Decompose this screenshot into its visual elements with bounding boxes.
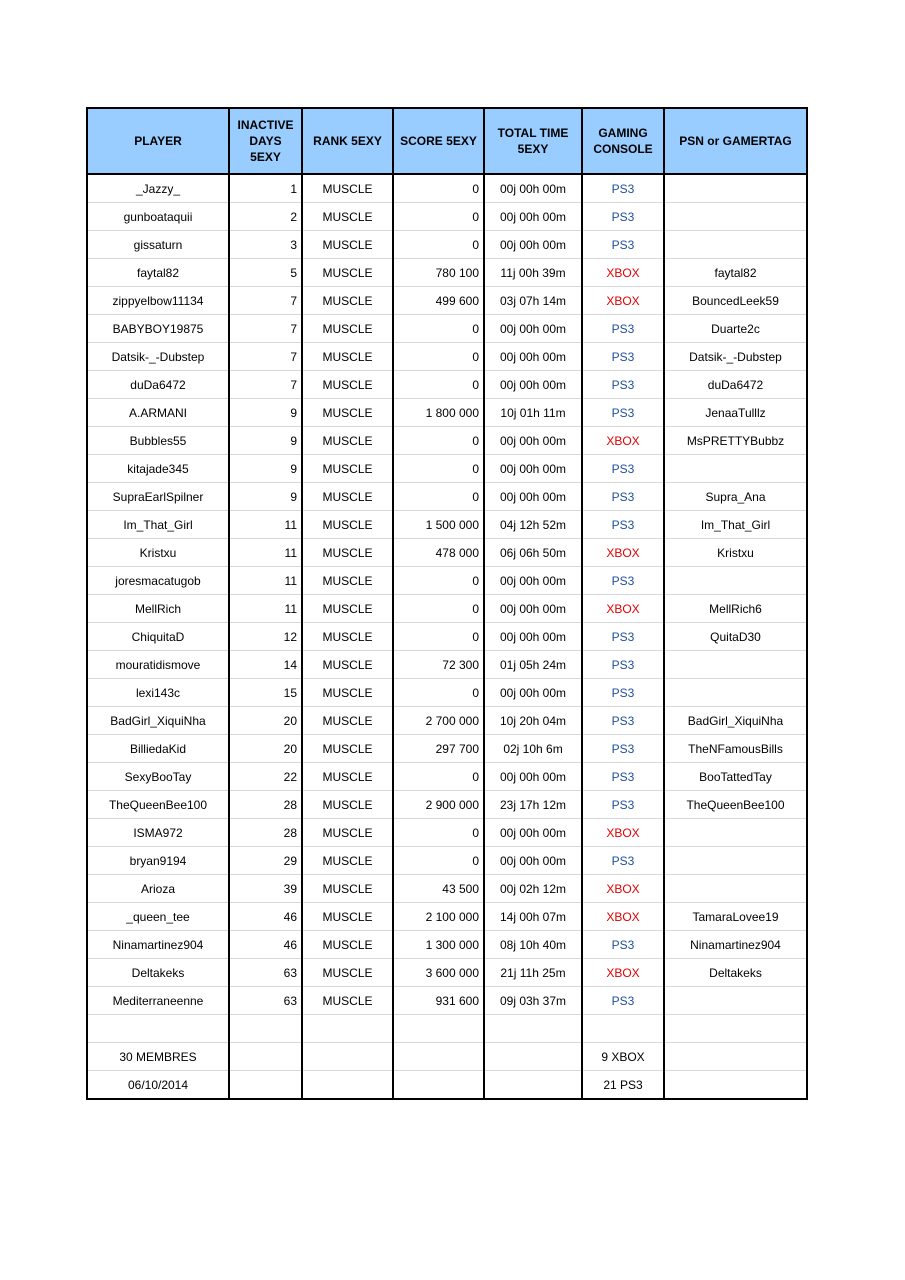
gamertag-cell: BadGirl_XiquiNha: [664, 707, 807, 735]
score-cell: 43 500: [393, 875, 484, 903]
console-cell: XBOX: [582, 427, 664, 455]
inactive-days-cell: 63: [229, 959, 302, 987]
table-row: [87, 371, 807, 399]
console-cell: PS3: [582, 455, 664, 483]
gamertag-cell: QuitaD30: [664, 623, 807, 651]
score-cell: 0: [393, 679, 484, 707]
table-row: [87, 847, 807, 875]
table-row: [87, 819, 807, 847]
rank-cell: MUSCLE: [302, 287, 393, 315]
table-row: [87, 791, 807, 819]
blank-cell: [484, 1015, 582, 1043]
total-time-cell: 00j 00h 00m: [484, 315, 582, 343]
console-cell: XBOX: [582, 259, 664, 287]
inactive-days-cell: 7: [229, 287, 302, 315]
blank-cell: [302, 1043, 393, 1071]
score-cell: 0: [393, 595, 484, 623]
console-cell: PS3: [582, 791, 664, 819]
table-row: [87, 567, 807, 595]
total-time-cell: 00j 00h 00m: [484, 595, 582, 623]
score-cell: 0: [393, 371, 484, 399]
rank-cell: MUSCLE: [302, 763, 393, 791]
summary-row-members: [87, 1043, 807, 1071]
inactive-days-cell: 9: [229, 455, 302, 483]
total-time-cell: 00j 00h 00m: [484, 483, 582, 511]
blank-cell: [302, 1071, 393, 1100]
total-time-cell: 08j 10h 40m: [484, 931, 582, 959]
console-cell: PS3: [582, 623, 664, 651]
player-cell: SexyBooTay: [87, 763, 229, 791]
gamertag-cell: [664, 819, 807, 847]
player-cell: BilliedaKid: [87, 735, 229, 763]
table-row: [87, 735, 807, 763]
gamertag-cell: TamaraLovee19: [664, 903, 807, 931]
member-count: 30 MEMBRES: [87, 1043, 229, 1071]
player-cell: SupraEarlSpilner: [87, 483, 229, 511]
player-cell: faytal82: [87, 259, 229, 287]
total-time-cell: 00j 00h 00m: [484, 455, 582, 483]
table-row: [87, 287, 807, 315]
console-cell: PS3: [582, 931, 664, 959]
gamertag-cell: Deltakeks: [664, 959, 807, 987]
gamertag-cell: TheNFamousBills: [664, 735, 807, 763]
inactive-days-cell: 22: [229, 763, 302, 791]
score-cell: 2 900 000: [393, 791, 484, 819]
console-cell: PS3: [582, 203, 664, 231]
header-gaming-console: GAMING CONSOLE: [582, 108, 664, 174]
total-time-cell: 00j 00h 00m: [484, 427, 582, 455]
score-cell: 1 300 000: [393, 931, 484, 959]
gamertag-cell: [664, 174, 807, 203]
inactive-days-cell: 28: [229, 819, 302, 847]
player-cell: zippyelbow11134: [87, 287, 229, 315]
score-cell: 1 500 000: [393, 511, 484, 539]
console-cell: PS3: [582, 567, 664, 595]
total-time-cell: 00j 00h 00m: [484, 203, 582, 231]
player-cell: MellRich: [87, 595, 229, 623]
total-time-cell: 00j 00h 00m: [484, 847, 582, 875]
rank-cell: MUSCLE: [302, 903, 393, 931]
console-cell: XBOX: [582, 595, 664, 623]
total-time-cell: 10j 01h 11m: [484, 399, 582, 427]
rank-cell: MUSCLE: [302, 539, 393, 567]
console-cell: PS3: [582, 987, 664, 1015]
blank-cell: [229, 1043, 302, 1071]
inactive-days-cell: 7: [229, 315, 302, 343]
inactive-days-cell: 2: [229, 203, 302, 231]
rank-cell: MUSCLE: [302, 707, 393, 735]
total-time-cell: 02j 10h 6m: [484, 735, 582, 763]
total-time-cell: 09j 03h 37m: [484, 987, 582, 1015]
player-cell: ChiquitaD: [87, 623, 229, 651]
player-cell: ISMA972: [87, 819, 229, 847]
table-row: [87, 651, 807, 679]
player-cell: kitajade345: [87, 455, 229, 483]
blank-row: [87, 1015, 807, 1043]
player-cell: joresmacatugob: [87, 567, 229, 595]
gamertag-cell: [664, 567, 807, 595]
total-time-cell: 03j 07h 14m: [484, 287, 582, 315]
table-row: [87, 875, 807, 903]
blank-cell: [229, 1071, 302, 1100]
inactive-days-cell: 1: [229, 174, 302, 203]
player-cell: Datsik-_-Dubstep: [87, 343, 229, 371]
score-cell: 72 300: [393, 651, 484, 679]
gamertag-cell: [664, 847, 807, 875]
player-cell: gissaturn: [87, 231, 229, 259]
inactive-days-cell: 14: [229, 651, 302, 679]
inactive-days-cell: 9: [229, 427, 302, 455]
inactive-days-cell: 39: [229, 875, 302, 903]
rank-cell: MUSCLE: [302, 203, 393, 231]
gamertag-cell: [664, 651, 807, 679]
player-cell: lexi143c: [87, 679, 229, 707]
rank-cell: MUSCLE: [302, 679, 393, 707]
gamertag-cell: Kristxu: [664, 539, 807, 567]
inactive-days-cell: 46: [229, 903, 302, 931]
total-time-cell: 00j 00h 00m: [484, 679, 582, 707]
total-time-cell: 01j 05h 24m: [484, 651, 582, 679]
rank-cell: MUSCLE: [302, 651, 393, 679]
total-time-cell: 23j 17h 12m: [484, 791, 582, 819]
rank-cell: MUSCLE: [302, 875, 393, 903]
console-cell: PS3: [582, 399, 664, 427]
rank-cell: MUSCLE: [302, 427, 393, 455]
table-row: [87, 231, 807, 259]
console-cell: PS3: [582, 707, 664, 735]
console-cell: PS3: [582, 511, 664, 539]
header-total-time: TOTAL TIME 5EXY: [484, 108, 582, 174]
console-cell: PS3: [582, 231, 664, 259]
console-cell: XBOX: [582, 875, 664, 903]
total-time-cell: 00j 00h 00m: [484, 343, 582, 371]
rank-cell: MUSCLE: [302, 455, 393, 483]
header-player: PLAYER: [87, 108, 229, 174]
score-cell: 478 000: [393, 539, 484, 567]
report-date: 06/10/2014: [87, 1071, 229, 1100]
score-cell: 0: [393, 623, 484, 651]
gamertag-cell: faytal82: [664, 259, 807, 287]
score-cell: 0: [393, 343, 484, 371]
table-row: [87, 539, 807, 567]
inactive-days-cell: 46: [229, 931, 302, 959]
gamertag-cell: [664, 875, 807, 903]
total-time-cell: 21j 11h 25m: [484, 959, 582, 987]
rank-cell: MUSCLE: [302, 371, 393, 399]
score-cell: 0: [393, 483, 484, 511]
inactive-days-cell: 11: [229, 511, 302, 539]
table-row: [87, 455, 807, 483]
header-rank: RANK 5EXY: [302, 108, 393, 174]
inactive-days-cell: 11: [229, 567, 302, 595]
blank-cell: [664, 1043, 807, 1071]
blank-cell: [484, 1043, 582, 1071]
table-row: [87, 959, 807, 987]
ps3-count: 21 PS3: [582, 1071, 664, 1100]
player-cell: mouratidismove: [87, 651, 229, 679]
table-row: [87, 174, 807, 203]
rank-cell: MUSCLE: [302, 511, 393, 539]
rank-cell: MUSCLE: [302, 315, 393, 343]
player-cell: gunboataquii: [87, 203, 229, 231]
xbox-count: 9 XBOX: [582, 1043, 664, 1071]
gamertag-cell: [664, 679, 807, 707]
score-cell: 0: [393, 819, 484, 847]
table-row: [87, 343, 807, 371]
gamertag-cell: BooTattedTay: [664, 763, 807, 791]
gamertag-cell: Supra_Ana: [664, 483, 807, 511]
rank-cell: MUSCLE: [302, 847, 393, 875]
player-cell: _Jazzy_: [87, 174, 229, 203]
blank-cell: [229, 1015, 302, 1043]
inactive-days-cell: 28: [229, 791, 302, 819]
inactive-days-cell: 9: [229, 399, 302, 427]
player-cell: Deltakeks: [87, 959, 229, 987]
score-cell: 3 600 000: [393, 959, 484, 987]
inactive-days-cell: 20: [229, 735, 302, 763]
player-cell: bryan9194: [87, 847, 229, 875]
score-cell: 2 100 000: [393, 903, 484, 931]
console-cell: PS3: [582, 679, 664, 707]
table-row: [87, 931, 807, 959]
blank-cell: [393, 1071, 484, 1100]
console-cell: PS3: [582, 847, 664, 875]
total-time-cell: 00j 00h 00m: [484, 231, 582, 259]
console-cell: PS3: [582, 651, 664, 679]
total-time-cell: 00j 00h 00m: [484, 819, 582, 847]
console-cell: PS3: [582, 735, 664, 763]
blank-cell: [582, 1015, 664, 1043]
rank-cell: MUSCLE: [302, 343, 393, 371]
score-cell: 931 600: [393, 987, 484, 1015]
inactive-days-cell: 11: [229, 595, 302, 623]
inactive-days-cell: 9: [229, 483, 302, 511]
score-cell: 297 700: [393, 735, 484, 763]
blank-cell: [393, 1015, 484, 1043]
player-cell: _queen_tee: [87, 903, 229, 931]
summary-row-date: [87, 1071, 807, 1100]
inactive-days-cell: 63: [229, 987, 302, 1015]
rank-cell: MUSCLE: [302, 231, 393, 259]
player-cell: Kristxu: [87, 539, 229, 567]
console-cell: PS3: [582, 763, 664, 791]
score-cell: 499 600: [393, 287, 484, 315]
rank-cell: MUSCLE: [302, 931, 393, 959]
gamertag-cell: JenaaTulllz: [664, 399, 807, 427]
rank-cell: MUSCLE: [302, 595, 393, 623]
score-cell: 0: [393, 567, 484, 595]
console-cell: PS3: [582, 174, 664, 203]
table-row: [87, 203, 807, 231]
gamertag-cell: Datsik-_-Dubstep: [664, 343, 807, 371]
player-cell: Mediterraneenne: [87, 987, 229, 1015]
blank-cell: [664, 1015, 807, 1043]
score-cell: 0: [393, 231, 484, 259]
rank-cell: MUSCLE: [302, 959, 393, 987]
table-row: [87, 707, 807, 735]
gamertag-cell: MellRich6: [664, 595, 807, 623]
score-cell: 2 700 000: [393, 707, 484, 735]
inactive-days-cell: 29: [229, 847, 302, 875]
total-time-cell: 10j 20h 04m: [484, 707, 582, 735]
rank-cell: MUSCLE: [302, 987, 393, 1015]
player-cell: duDa6472: [87, 371, 229, 399]
score-cell: 0: [393, 847, 484, 875]
gamertag-cell: [664, 231, 807, 259]
gamertag-cell: Ninamartinez904: [664, 931, 807, 959]
table-row: [87, 259, 807, 287]
table-row: [87, 483, 807, 511]
rank-cell: MUSCLE: [302, 623, 393, 651]
score-cell: 0: [393, 763, 484, 791]
header-row: [87, 108, 807, 174]
console-cell: PS3: [582, 371, 664, 399]
gamertag-cell: duDa6472: [664, 371, 807, 399]
inactive-days-cell: 7: [229, 371, 302, 399]
gamertag-cell: MsPRETTYBubbz: [664, 427, 807, 455]
rank-cell: MUSCLE: [302, 483, 393, 511]
player-cell: Arioza: [87, 875, 229, 903]
inactive-days-cell: 15: [229, 679, 302, 707]
table-row: [87, 427, 807, 455]
table-row: [87, 679, 807, 707]
blank-cell: [664, 1071, 807, 1100]
table-row: [87, 511, 807, 539]
rank-cell: MUSCLE: [302, 567, 393, 595]
total-time-cell: 00j 02h 12m: [484, 875, 582, 903]
console-cell: PS3: [582, 483, 664, 511]
player-cell: BadGirl_XiquiNha: [87, 707, 229, 735]
rank-cell: MUSCLE: [302, 819, 393, 847]
rank-cell: MUSCLE: [302, 174, 393, 203]
header-inactive-days: INACTIVE DAYS 5EXY: [229, 108, 302, 174]
score-cell: 1 800 000: [393, 399, 484, 427]
total-time-cell: 14j 00h 07m: [484, 903, 582, 931]
blank-cell: [87, 1015, 229, 1043]
score-cell: 0: [393, 427, 484, 455]
blank-cell: [393, 1043, 484, 1071]
table-row: [87, 623, 807, 651]
total-time-cell: 04j 12h 52m: [484, 511, 582, 539]
inactive-days-cell: 11: [229, 539, 302, 567]
player-cell: Bubbles55: [87, 427, 229, 455]
player-cell: TheQueenBee100: [87, 791, 229, 819]
gamertag-cell: [664, 455, 807, 483]
rank-cell: MUSCLE: [302, 399, 393, 427]
table-row: [87, 399, 807, 427]
gamertag-cell: [664, 203, 807, 231]
console-cell: XBOX: [582, 287, 664, 315]
gamertag-cell: BouncedLeek59: [664, 287, 807, 315]
console-cell: PS3: [582, 315, 664, 343]
table-row: [87, 763, 807, 791]
inactive-days-cell: 20: [229, 707, 302, 735]
gamertag-cell: [664, 987, 807, 1015]
console-cell: XBOX: [582, 539, 664, 567]
gamertag-cell: TheQueenBee100: [664, 791, 807, 819]
table-row: [87, 595, 807, 623]
score-cell: 0: [393, 203, 484, 231]
inactive-days-cell: 3: [229, 231, 302, 259]
members-table: [86, 107, 808, 1100]
header-score: SCORE 5EXY: [393, 108, 484, 174]
inactive-days-cell: 7: [229, 343, 302, 371]
rank-cell: MUSCLE: [302, 735, 393, 763]
table-row: [87, 315, 807, 343]
total-time-cell: 00j 00h 00m: [484, 567, 582, 595]
player-cell: A.ARMANI: [87, 399, 229, 427]
table-row: [87, 903, 807, 931]
gamertag-cell: Im_That_Girl: [664, 511, 807, 539]
blank-cell: [302, 1015, 393, 1043]
inactive-days-cell: 12: [229, 623, 302, 651]
player-cell: Ninamartinez904: [87, 931, 229, 959]
rank-cell: MUSCLE: [302, 791, 393, 819]
console-cell: XBOX: [582, 903, 664, 931]
table-body: [87, 174, 807, 1099]
total-time-cell: 00j 00h 00m: [484, 623, 582, 651]
inactive-days-cell: 5: [229, 259, 302, 287]
blank-cell: [484, 1071, 582, 1100]
console-cell: XBOX: [582, 959, 664, 987]
total-time-cell: 00j 00h 00m: [484, 174, 582, 203]
score-cell: 0: [393, 315, 484, 343]
score-cell: 780 100: [393, 259, 484, 287]
player-cell: Im_That_Girl: [87, 511, 229, 539]
header-psn-gamertag: PSN or GAMERTAG: [664, 108, 807, 174]
total-time-cell: 00j 00h 00m: [484, 371, 582, 399]
player-cell: BABYBOY19875: [87, 315, 229, 343]
table-row: [87, 987, 807, 1015]
console-cell: XBOX: [582, 819, 664, 847]
score-cell: 0: [393, 174, 484, 203]
console-cell: PS3: [582, 343, 664, 371]
rank-cell: MUSCLE: [302, 259, 393, 287]
score-cell: 0: [393, 455, 484, 483]
gamertag-cell: Duarte2c: [664, 315, 807, 343]
total-time-cell: 00j 00h 00m: [484, 763, 582, 791]
total-time-cell: 11j 00h 39m: [484, 259, 582, 287]
total-time-cell: 06j 06h 50m: [484, 539, 582, 567]
